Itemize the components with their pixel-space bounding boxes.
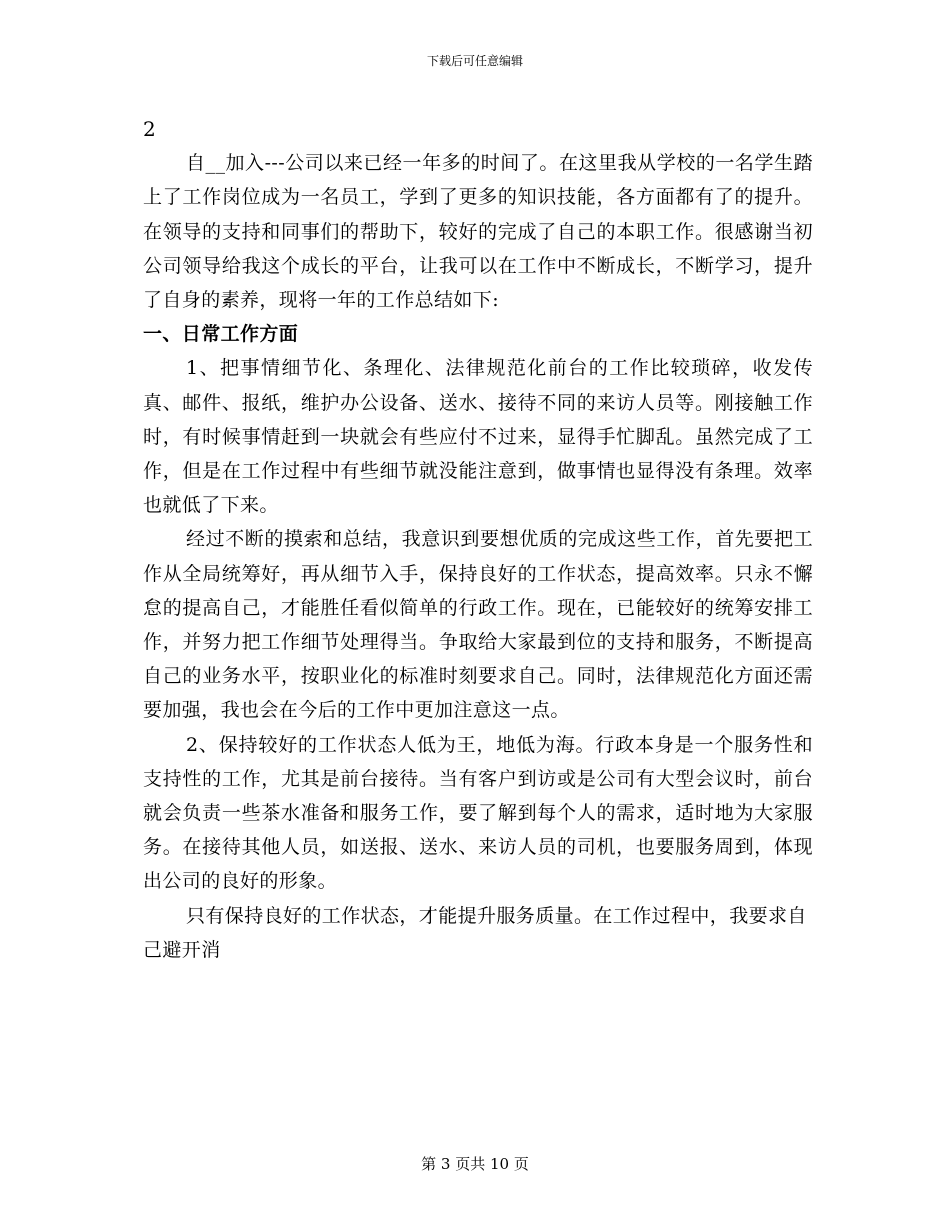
document-body [143,112,813,967]
paragraph-1: 1、把事情细节化、条理化、法律规范化前台的工作比较琐碎，收发传真、邮件、报纸，维护办公设备、送水、接待不同的来访人员等。刚接触工作时，有时候事情赶到一块就会有些应付不过来，显得手忙脚乱。虽然完成了工作，但是在工作过程中有些细节就没能注意到，做事情也显得没有条理。效率也就低了下来。 [143,357,813,517]
intro-paragraph: 自__加入---公司以来已经一年多的时间了。在这里我从学校的一名学生踏上了工作岗位成为一名员工，学到了更多的知识技能，各方面都有了的提升。在领导的支持和同事们的帮助下，较好的完成了自己的本职工作。很感谢当初公司领导给我这个成长的平台，让我可以在工作中不断成长，不断学习，提升了自身的素养，现将一年的工作总结如下: [143,152,813,312]
page-footer: 第 3 页共 10 页 [421,1155,529,1173]
paragraph-2: 经过不断的摸索和总结，我意识到要想优质的完成这些工作，首先要把工作从全局统筹好，再从细节入手，保持良好的工作状态，提高效率。只永不懈怠的提高自己，才能胜任看似简单的行政工作。现在，已能较好的统筹安排工作，并努力把工作细节处理得当。争取给大家最到位的支持和服务，不断提高自己的业务水平，按职业化的标准时刻要求自己。同时，法律规范化方面还需要加强，我也会在今后的工作中更加注意这一点。 [143,528,813,722]
section-number: 2 [143,117,157,141]
section-heading: 一、日常工作方面 [143,323,299,346]
paragraph-3: 2、保持较好的工作状态人低为王，地低为海。行政本身是一个服务性和支持性的工作，尤其是前台接待。当有客户到访或是公司有大型会议时，前台就会负责一些茶水准备和服务工作，要了解到每个人的需求，适时地为大家服务。在接待其他人员，如送报、送水、来访人员的司机，也要服务周到，体现出公司的良好的形象。 [143,733,813,893]
page-header: 下载后可任意编辑 [426,54,523,68]
paragraph-4: 只有保持良好的工作状态，才能提升服务质量。在工作过程中，我要求自己避开消 [143,904,807,961]
